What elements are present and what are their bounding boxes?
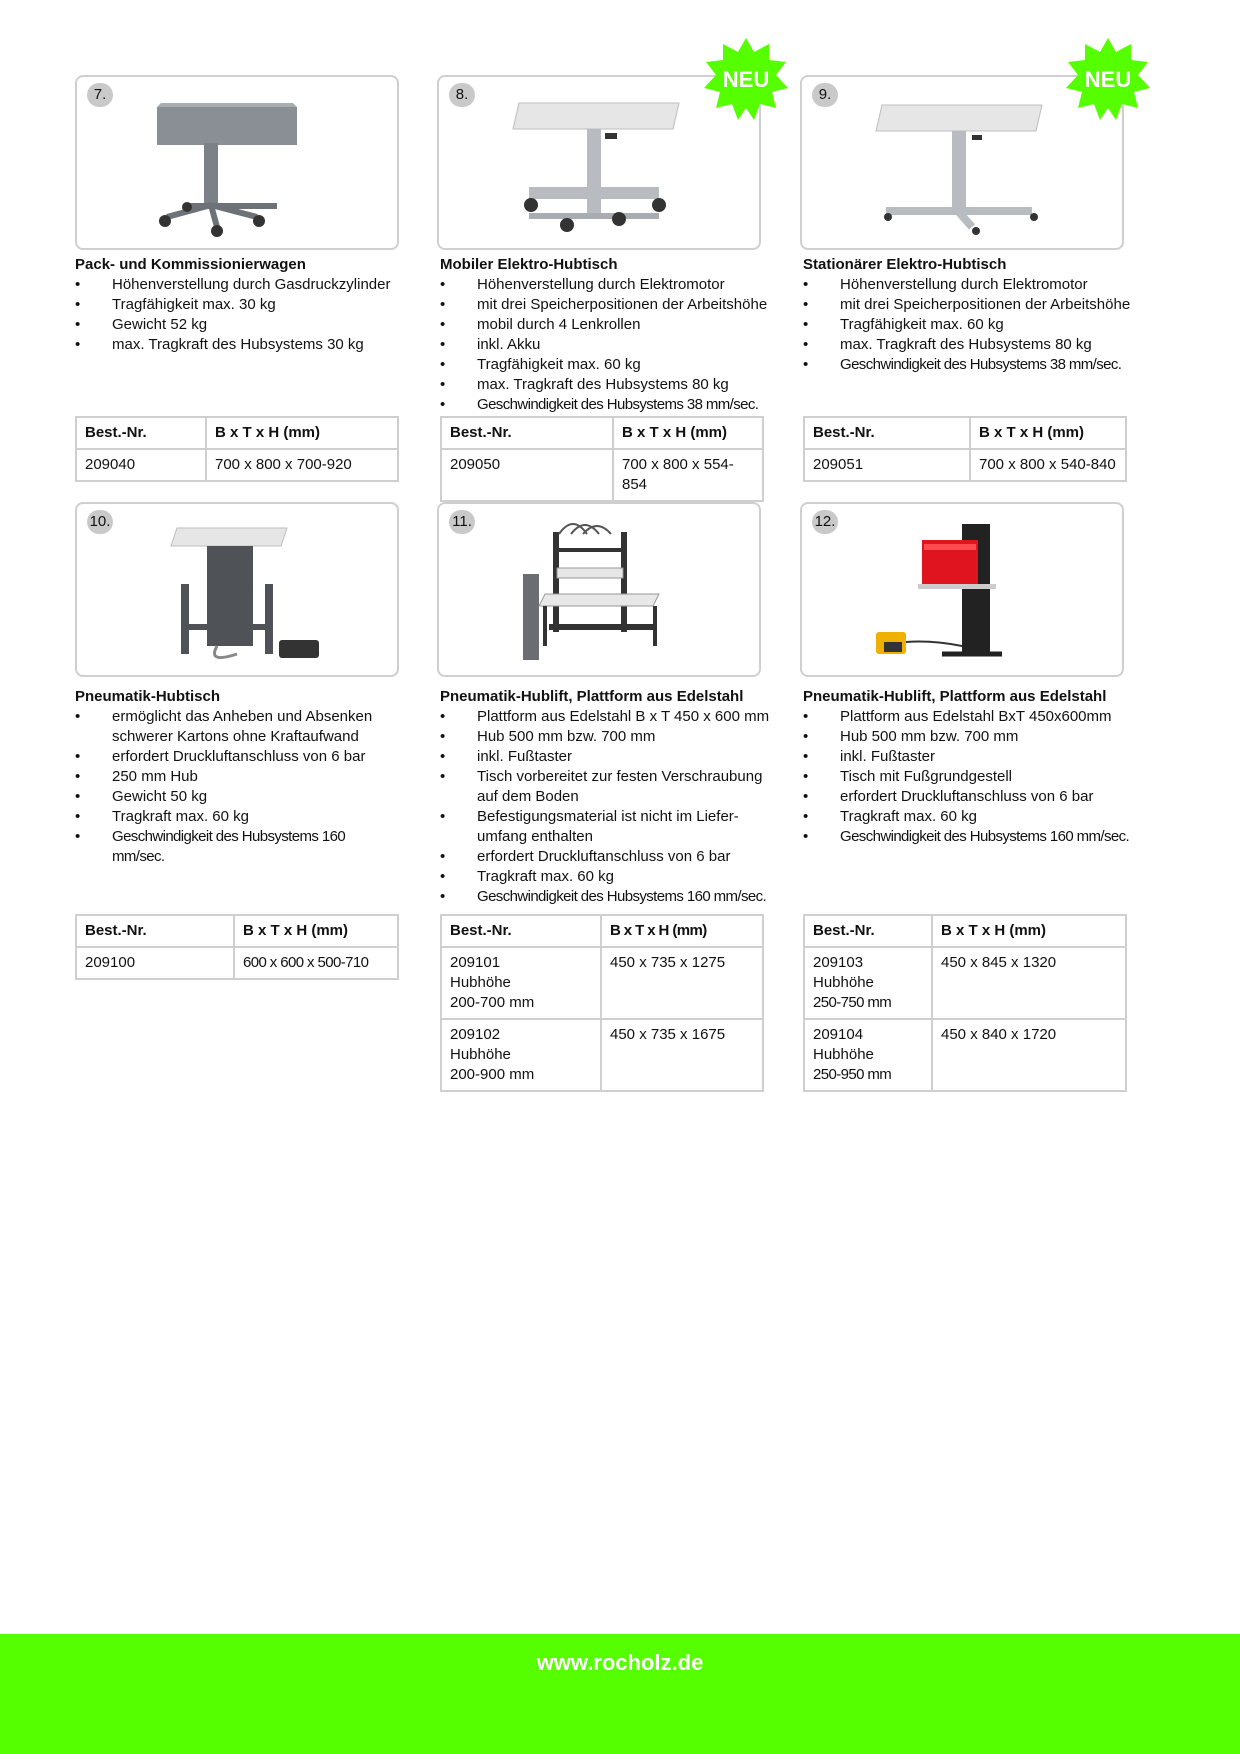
product-image-pneumatic-lift-11	[509, 514, 699, 664]
spec-header-row	[76, 417, 398, 449]
table-row	[441, 1019, 763, 1091]
table-row	[804, 449, 1126, 481]
product-number-badge: 12.	[812, 510, 838, 534]
feature-list	[440, 707, 770, 907]
product-card-12	[800, 502, 1124, 677]
feature-list	[803, 707, 1133, 847]
lift-height-label: Hubhöhe	[450, 974, 511, 991]
product-number-badge: 7.	[87, 83, 113, 107]
feature-item: • Tragfähigkeit max. 60 kg	[440, 355, 770, 375]
product-title: Pneumatik-Hubtisch	[75, 688, 221, 705]
feature-item: • Geschwindigkeit des Hubsystems 38 mm/sec.	[440, 395, 770, 415]
feature-item: • mit drei Speicherpositionen der Arbeitshöhe	[803, 295, 1133, 315]
product-number-badge: 11.	[449, 510, 475, 534]
dimensions: 450 x 735 x 1275	[601, 947, 763, 1019]
product-title: Stationärer Elektro-Hubtisch	[803, 256, 1007, 273]
feature-item: • Tisch mit Fußgrundgestell	[803, 767, 1133, 787]
product-image-pack-wagon	[147, 87, 337, 237]
feature-item: • inkl. Fußtaster	[440, 747, 770, 767]
spec-header-dimensions: B x T x H (mm)	[601, 915, 763, 947]
dimensions: 450 x 735 x 1675	[601, 1019, 763, 1091]
lift-height-label: Hubhöhe	[450, 1046, 511, 1063]
spec-header-dimensions: B x T x H (mm)	[932, 915, 1126, 947]
feature-item: • Geschwindigkeit des Hubsystems 160 mm/sec.	[803, 827, 1133, 847]
feature-item: • Höhenverstellung durch Elektromotor	[440, 275, 770, 295]
spec-table	[75, 914, 399, 980]
spec-header-order-number: Best.-Nr.	[804, 417, 970, 449]
feature-item: • Tragkraft max. 60 kg	[803, 807, 1133, 827]
spec-header-dimensions: B x T x H (mm)	[206, 417, 398, 449]
feature-item: • Tragfähigkeit max. 60 kg	[803, 315, 1133, 335]
feature-item: • Geschwindigkeit des Hubsystems 38 mm/sec.	[803, 355, 1133, 375]
table-row	[441, 947, 763, 1019]
table-row	[76, 947, 398, 979]
feature-list	[75, 275, 405, 355]
feature-item: • max. Tragkraft des Hubsystems 80 kg	[440, 375, 770, 395]
feature-item: • Tragkraft max. 60 kg	[440, 867, 770, 887]
product-title: Mobiler Elektro-Hubtisch	[440, 256, 618, 273]
feature-item: • ermöglicht das Anheben und Absenken schwerer Kartons ohne Kraftaufwand	[75, 707, 400, 747]
lift-height-label: Hubhöhe	[813, 974, 874, 991]
dimensions: 450 x 845 x 1320	[932, 947, 1126, 1019]
spec-header-row	[441, 417, 763, 449]
feature-item: • Hub 500 mm bzw. 700 mm	[440, 727, 770, 747]
order-number-cell	[804, 947, 932, 1019]
spec-header-order-number: Best.-Nr.	[76, 417, 206, 449]
feature-list	[803, 275, 1133, 375]
feature-item: • inkl. Akku	[440, 335, 770, 355]
feature-list	[440, 275, 770, 415]
feature-item: • mobil durch 4 Lenkrollen	[440, 315, 770, 335]
feature-item: • Tisch vorbereitet zur festen Verschraubung auf dem Boden	[440, 767, 770, 807]
order-number-cell	[804, 1019, 932, 1091]
feature-item: • Gewicht 52 kg	[75, 315, 405, 335]
product-number-badge: 10.	[87, 510, 113, 534]
spec-header-order-number: Best.-Nr.	[76, 915, 234, 947]
product-number-badge: 9.	[812, 83, 838, 107]
product-image-stationary-electric-table	[872, 87, 1062, 237]
lift-height-range: 200-700 mm	[450, 994, 535, 1011]
footer-bar	[0, 1634, 1240, 1754]
spec-header-order-number: Best.-Nr.	[441, 417, 613, 449]
order-number-cell	[441, 947, 601, 1019]
spec-header-dimensions: B x T x H (mm)	[613, 417, 763, 449]
order-number: 209104	[813, 1026, 864, 1043]
feature-item: • Gewicht 50 kg	[75, 787, 400, 807]
dimensions: 700 x 800 x 700-920	[206, 449, 398, 481]
spec-header-dimensions: B x T x H (mm)	[970, 417, 1126, 449]
feature-item: • max. Tragkraft des Hubsystems 30 kg	[75, 335, 405, 355]
order-number: 209051	[804, 449, 970, 481]
feature-item: • Höhenverstellung durch Elektromotor	[803, 275, 1133, 295]
spec-table	[440, 914, 764, 1092]
feature-item: • erfordert Druckluftanschluss von 6 bar	[75, 747, 400, 767]
feature-item: • erfordert Druckluftanschluss von 6 bar	[440, 847, 770, 867]
spec-table	[440, 416, 764, 502]
order-number: 209050	[441, 449, 613, 501]
order-number-cell	[441, 1019, 601, 1091]
order-number: 209103	[813, 954, 864, 971]
dimensions: 700 x 800 x 540-840	[970, 449, 1126, 481]
neu-badge-label	[704, 38, 788, 122]
product-title: Pneumatik-Hublift, Plattform aus Edelstahl	[803, 688, 1107, 705]
feature-item: • 250 mm Hub	[75, 767, 400, 787]
neu-badge-text: NEU	[1084, 67, 1132, 92]
order-number: 209102	[450, 1026, 501, 1043]
product-title: Pack- und Kommissionierwagen	[75, 256, 306, 273]
product-image-mobile-electric-table	[509, 87, 699, 237]
feature-item: • Plattform aus Edelstahl B x T 450 x 600 mm	[440, 707, 770, 727]
spec-table	[803, 914, 1127, 1092]
spec-header-row	[441, 915, 763, 947]
feature-item: • Befestigungsmaterial ist nicht im Liefer-umfang enthalten	[440, 807, 770, 847]
feature-item: • inkl. Fußtaster	[803, 747, 1133, 767]
order-number: 209101	[450, 954, 501, 971]
spec-header-row	[76, 915, 398, 947]
neu-badge-text: NEU	[722, 67, 770, 92]
spec-header-dimensions: B x T x H (mm)	[234, 915, 398, 947]
table-row	[441, 449, 763, 501]
spec-header-row	[804, 417, 1126, 449]
feature-item: • Hub 500 mm bzw. 700 mm	[803, 727, 1133, 747]
feature-item: • Geschwindigkeit des Hubsystems 160 mm/sec.	[75, 827, 400, 867]
lift-height-label: Hubhöhe	[813, 1046, 874, 1063]
feature-item: • Höhenverstellung durch Gasdruckzylinder	[75, 275, 405, 295]
product-title: Pneumatik-Hublift, Plattform aus Edelstahl	[440, 688, 744, 705]
order-number: 209100	[76, 947, 234, 979]
feature-item: • max. Tragkraft des Hubsystems 80 kg	[803, 335, 1133, 355]
feature-item: • Tragkraft max. 60 kg	[75, 807, 400, 827]
neu-badge-label	[1066, 38, 1150, 122]
feature-item: • Tragfähigkeit max. 30 kg	[75, 295, 405, 315]
dimensions: 600 x 600 x 500-710	[234, 947, 398, 979]
feature-list	[75, 707, 400, 867]
spec-header-row	[804, 915, 1126, 947]
feature-item: • mit drei Speicherpositionen der Arbeitshöhe	[440, 295, 770, 315]
spec-header-order-number: Best.-Nr.	[804, 915, 932, 947]
dimensions: 450 x 840 x 1720	[932, 1019, 1126, 1091]
feature-item: • Geschwindigkeit des Hubsystems 160 mm/sec.	[440, 887, 770, 907]
product-image-pneumatic-table	[147, 514, 337, 664]
lift-height-range: 250-950 mm	[813, 1066, 892, 1083]
product-card-10	[75, 502, 399, 677]
order-number: 209040	[76, 449, 206, 481]
lift-height-range: 200-900 mm	[450, 1066, 535, 1083]
product-image-pneumatic-lift-12	[872, 514, 1062, 664]
product-card-11	[437, 502, 761, 677]
product-card-7	[75, 75, 399, 250]
product-number-badge: 8.	[449, 83, 475, 107]
spec-header-order-number: Best.-Nr.	[441, 915, 601, 947]
spec-table	[803, 416, 1127, 482]
website-link[interactable]: www.rocholz.de	[536, 1650, 704, 1675]
table-row	[76, 449, 398, 481]
table-row	[804, 1019, 1126, 1091]
feature-item: • erfordert Druckluftanschluss von 6 bar	[803, 787, 1133, 807]
spec-table	[75, 416, 399, 482]
dimensions: 700 x 800 x 554-854	[613, 449, 763, 501]
feature-item: • Plattform aus Edelstahl BxT 450x600mm	[803, 707, 1133, 727]
table-row	[804, 947, 1126, 1019]
lift-height-range: 250-750 mm	[813, 994, 892, 1011]
